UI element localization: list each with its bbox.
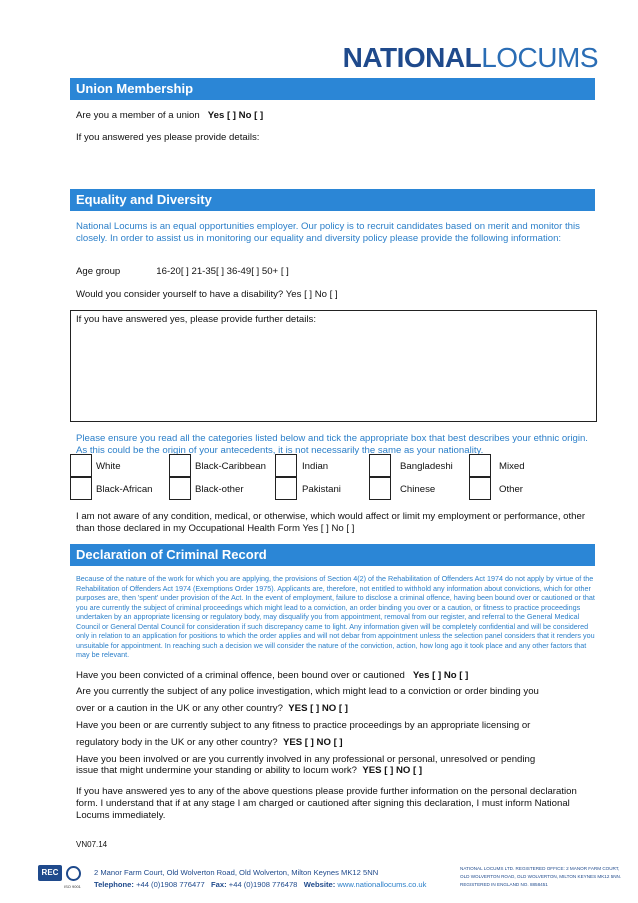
- criminal-q4-line2: issue that might undermine your standing or ability to locum work? YES [ ] NO [ ]: [76, 765, 423, 776]
- checkbox-other[interactable]: [469, 477, 491, 500]
- union-yes-no[interactable]: Yes [ ] No [ ]: [207, 110, 264, 121]
- checkbox-white[interactable]: [70, 454, 92, 477]
- checkbox-black-caribbean[interactable]: [169, 454, 191, 477]
- footer-address: 2 Manor Farm Court, Old Wolverton Road, Old Wolverton, Milton Keynes MK12 5NN: [94, 868, 379, 877]
- label-black-caribbean: Black-Caribbean: [195, 461, 266, 472]
- disability-question[interactable]: Would you consider yourself to have a disability? Yes [ ] No [ ]: [76, 289, 338, 300]
- criminal-q2-line1: Are you currently the subject of any police investigation, which might lead to a conviction or order binding you: [76, 686, 539, 697]
- label-other: Other: [499, 484, 523, 495]
- footer-contact: Telephone: +44 (0)1908 776477 Fax: +44 (0)1908 776478 Website: www.nationallocums.co.uk: [94, 880, 427, 889]
- union-details-label: If you answered yes please provide details:: [76, 132, 260, 143]
- disability-details-label: If you have answered yes, please provide further details:: [76, 314, 316, 325]
- occupational-declaration[interactable]: I am not aware of any condition, medical, or otherwise, which would affect or limit my employment or performance, other than those declared in my Occupational Health Form Yes [ ] No [ ]: [76, 511, 586, 534]
- checkbox-bangladeshi[interactable]: [369, 454, 391, 477]
- criminal-q2-line2: over or a caution in the UK or any other country? YES [ ] NO [ ]: [76, 703, 348, 714]
- ethnic-intro: Please ensure you read all the categories listed below and tick the appropriate box that best describes your ethnic origin. As this could be the origin of your antecedents, it is not necessarily the same as your nationality.: [76, 433, 588, 456]
- label-mixed: Mixed: [499, 461, 525, 472]
- version-code: VN07.14: [76, 840, 108, 849]
- label-pakistani: Pakistani: [302, 484, 341, 495]
- union-heading: Union Membership: [70, 78, 595, 100]
- criminal-q3-options[interactable]: YES [ ] NO [ ]: [282, 737, 343, 748]
- criminal-q3-line2: regulatory body in the UK or any other country? YES [ ] NO [ ]: [76, 737, 343, 748]
- criminal-q1-options[interactable]: Yes [ ] No [ ]: [412, 670, 469, 681]
- equality-heading: Equality and Diversity: [70, 189, 595, 211]
- website-link[interactable]: www.nationallocums.co.uk: [337, 880, 427, 889]
- criminal-intro: Because of the nature of the work for which you are applying, the provisions of Section 4(2) of the Rehabilitation of Offenders Act 1974 do not apply by virtue of the Rehabilitation of Offenders Act 1974 (Exemptions Order 1975). Applicants are, therefore, not entitled to withhold any information about convictions, which for other purposes are, then 'spent' under provision of the Act. In the event of employment, failure to disclose a criminal offence, having been bound over or cautioned or that you are currently the subject of criminal proceedings which might lead to a conviction, an order binding you over or a caution, or fitness to practice proceedings undertaken by an appropriate licensing or regulatory body, may disqualify you from appointment, removal from our register, and referral to the General Medical Council or General Dental Council for consideration if such discrepancy came to light. Any information given will be completely confidential and will be considered only in relation to an application for positions to which the order applies and will not debar from appointment unless the selection panel considers that it renders you unsuitable for appointment. In reaching such a decision we will consider the nature of the conviction, action, how long ago it took place and any other factors that may be relevant.: [76, 574, 595, 659]
- checkbox-pakistani[interactable]: [275, 477, 297, 500]
- certification-seal-icon: [66, 866, 81, 881]
- union-question: Are you a member of a union Yes [ ] No [ ]: [76, 110, 264, 121]
- label-black-other: Black-other: [195, 484, 244, 495]
- label-black-african: Black-African: [96, 484, 153, 495]
- ethnic-grid: [70, 454, 594, 500]
- criminal-q1: Have you been convicted of a criminal offence, been bound over or cautioned Yes [ ] No [ ]: [76, 670, 469, 681]
- equality-intro: National Locums is an equal opportunities employer. Our policy is to recruit candidates based on merit and monitor this closely. In order to assist us in monitoring our equality and diversity policy please provide the following information:: [76, 221, 580, 244]
- age-group[interactable]: Age group 16-20[ ] 21-35[ ] 36-49[ ] 50+ [ ]: [76, 266, 289, 277]
- checkbox-indian[interactable]: [275, 454, 297, 477]
- checkbox-black-other[interactable]: [169, 477, 191, 500]
- criminal-q3-line1: Have you been or are currently subject to any fitness to practice proceedings by an appropriate licensing or: [76, 720, 531, 731]
- criminal-heading: Declaration of Criminal Record: [70, 544, 595, 566]
- checkbox-black-african[interactable]: [70, 477, 92, 500]
- registration-info: NATIONAL LOCUMS LTD. REGISTERED OFFICE: 2 MANOR FARM COURT, OLD WOLVERTON ROAD, OLD WOLVERTON, MILTON KEYNES MK12 5NN. REGISTERED IN ENGLAND NO. 8858451: [460, 866, 622, 887]
- criminal-closing: If you have answered yes to any of the above questions please provide further information on the personal declaration form. I understand that if at any stage I am charged or cautioned after signing this declaration, I must inform National Locums immediately.: [76, 786, 577, 821]
- checkbox-chinese[interactable]: [369, 477, 391, 500]
- criminal-q4-options[interactable]: YES [ ] NO [ ]: [362, 765, 423, 776]
- label-chinese: Chinese: [400, 484, 436, 495]
- certification-text: ISO 9001: [64, 884, 81, 889]
- checkbox-mixed[interactable]: [469, 454, 491, 477]
- rec-logo: REC: [38, 865, 62, 881]
- label-indian: Indian: [302, 461, 329, 472]
- disability-details-box[interactable]: [70, 310, 597, 422]
- criminal-q2-options[interactable]: YES [ ] NO [ ]: [288, 703, 348, 714]
- label-white: White: [96, 461, 121, 472]
- company-logo: NATIONALLOCUMS: [342, 42, 598, 73]
- criminal-q4-line1: Have you been involved or are you currently involved in any professional or personal, unresolved or pending: [76, 754, 536, 765]
- label-bangladeshi: Bangladeshi: [400, 461, 453, 472]
